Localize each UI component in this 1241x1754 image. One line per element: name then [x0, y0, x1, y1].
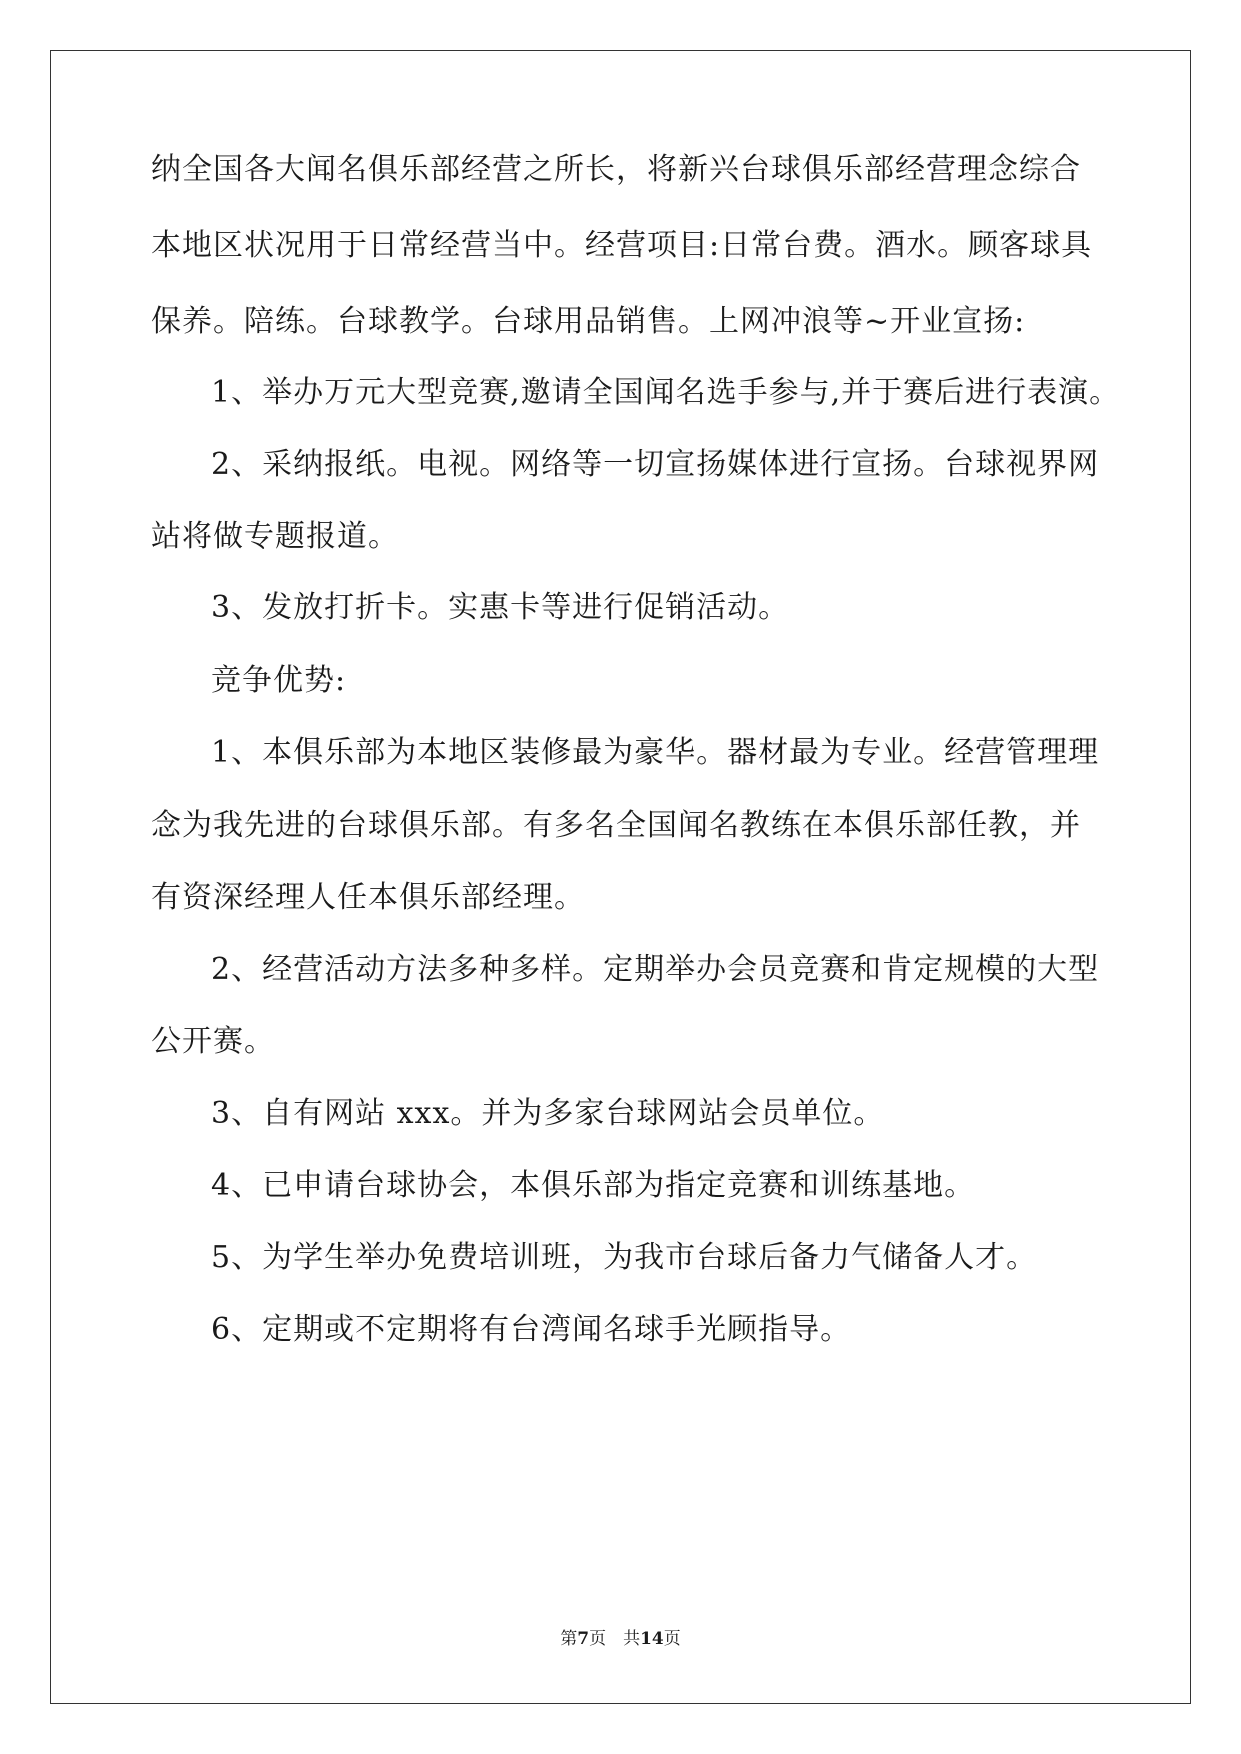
list-item: 2、经营活动方法多种多样。定期举办会员竞赛和肯定规模的大型 [211, 952, 1100, 987]
list-item: 6、定期或不定期将有台湾闻名球手光顾指导。 [211, 1312, 852, 1347]
body-line: 保养。陪练。台球教学。台球用品销售。上网冲浪等~开业宣扬: [151, 304, 1026, 339]
list-item: 1、本俱乐部为本地区装修最为豪华。器材最为专业。经营管理理 [211, 735, 1100, 770]
body-line: 站将做专题报道。 [151, 519, 399, 554]
current-page-number: 7 [577, 1629, 590, 1649]
body-line: 本地区状况用于日常经营当中。经营项目:日常台费。酒水。顾客球具 [151, 228, 1093, 263]
page-footer [0, 1628, 1241, 1650]
page-border [50, 50, 1191, 1704]
list-item: 3、发放打折卡。实惠卡等进行促销活动。 [211, 590, 790, 625]
body-line: 有资深经理人任本俱乐部经理。 [151, 880, 585, 915]
footer-middle: 页 共 [589, 1629, 641, 1649]
list-item: 4、已申请台球协会，本俱乐部为指定竞赛和训练基地。 [211, 1168, 976, 1203]
list-item: 2、采纳报纸。电视。网络等一切宣扬媒体进行宣扬。台球视界网 [211, 447, 1100, 482]
body-line: 念为我先进的台球俱乐部。有多名全国闻名教练在本俱乐部任教，并 [151, 808, 1081, 843]
list-item: 1、举办万元大型竞赛,邀请全国闻名选手参与,并于赛后进行表演。 [211, 375, 1121, 410]
list-item: 5、为学生举办免费培训班，为我市台球后备力气储备人才。 [211, 1240, 1038, 1275]
body-line: 纳全国各大闻名俱乐部经营之所长，将新兴台球俱乐部经营理念综合 [151, 152, 1081, 187]
total-pages-number: 14 [640, 1629, 664, 1649]
section-heading: 竞争优势: [211, 663, 347, 698]
list-item: 3、自有网站 xxx。并为多家台球网站会员单位。 [211, 1096, 885, 1131]
footer-prefix: 第 [560, 1629, 578, 1649]
body-line: 公开赛。 [151, 1024, 275, 1059]
footer-suffix: 页 [663, 1629, 681, 1649]
